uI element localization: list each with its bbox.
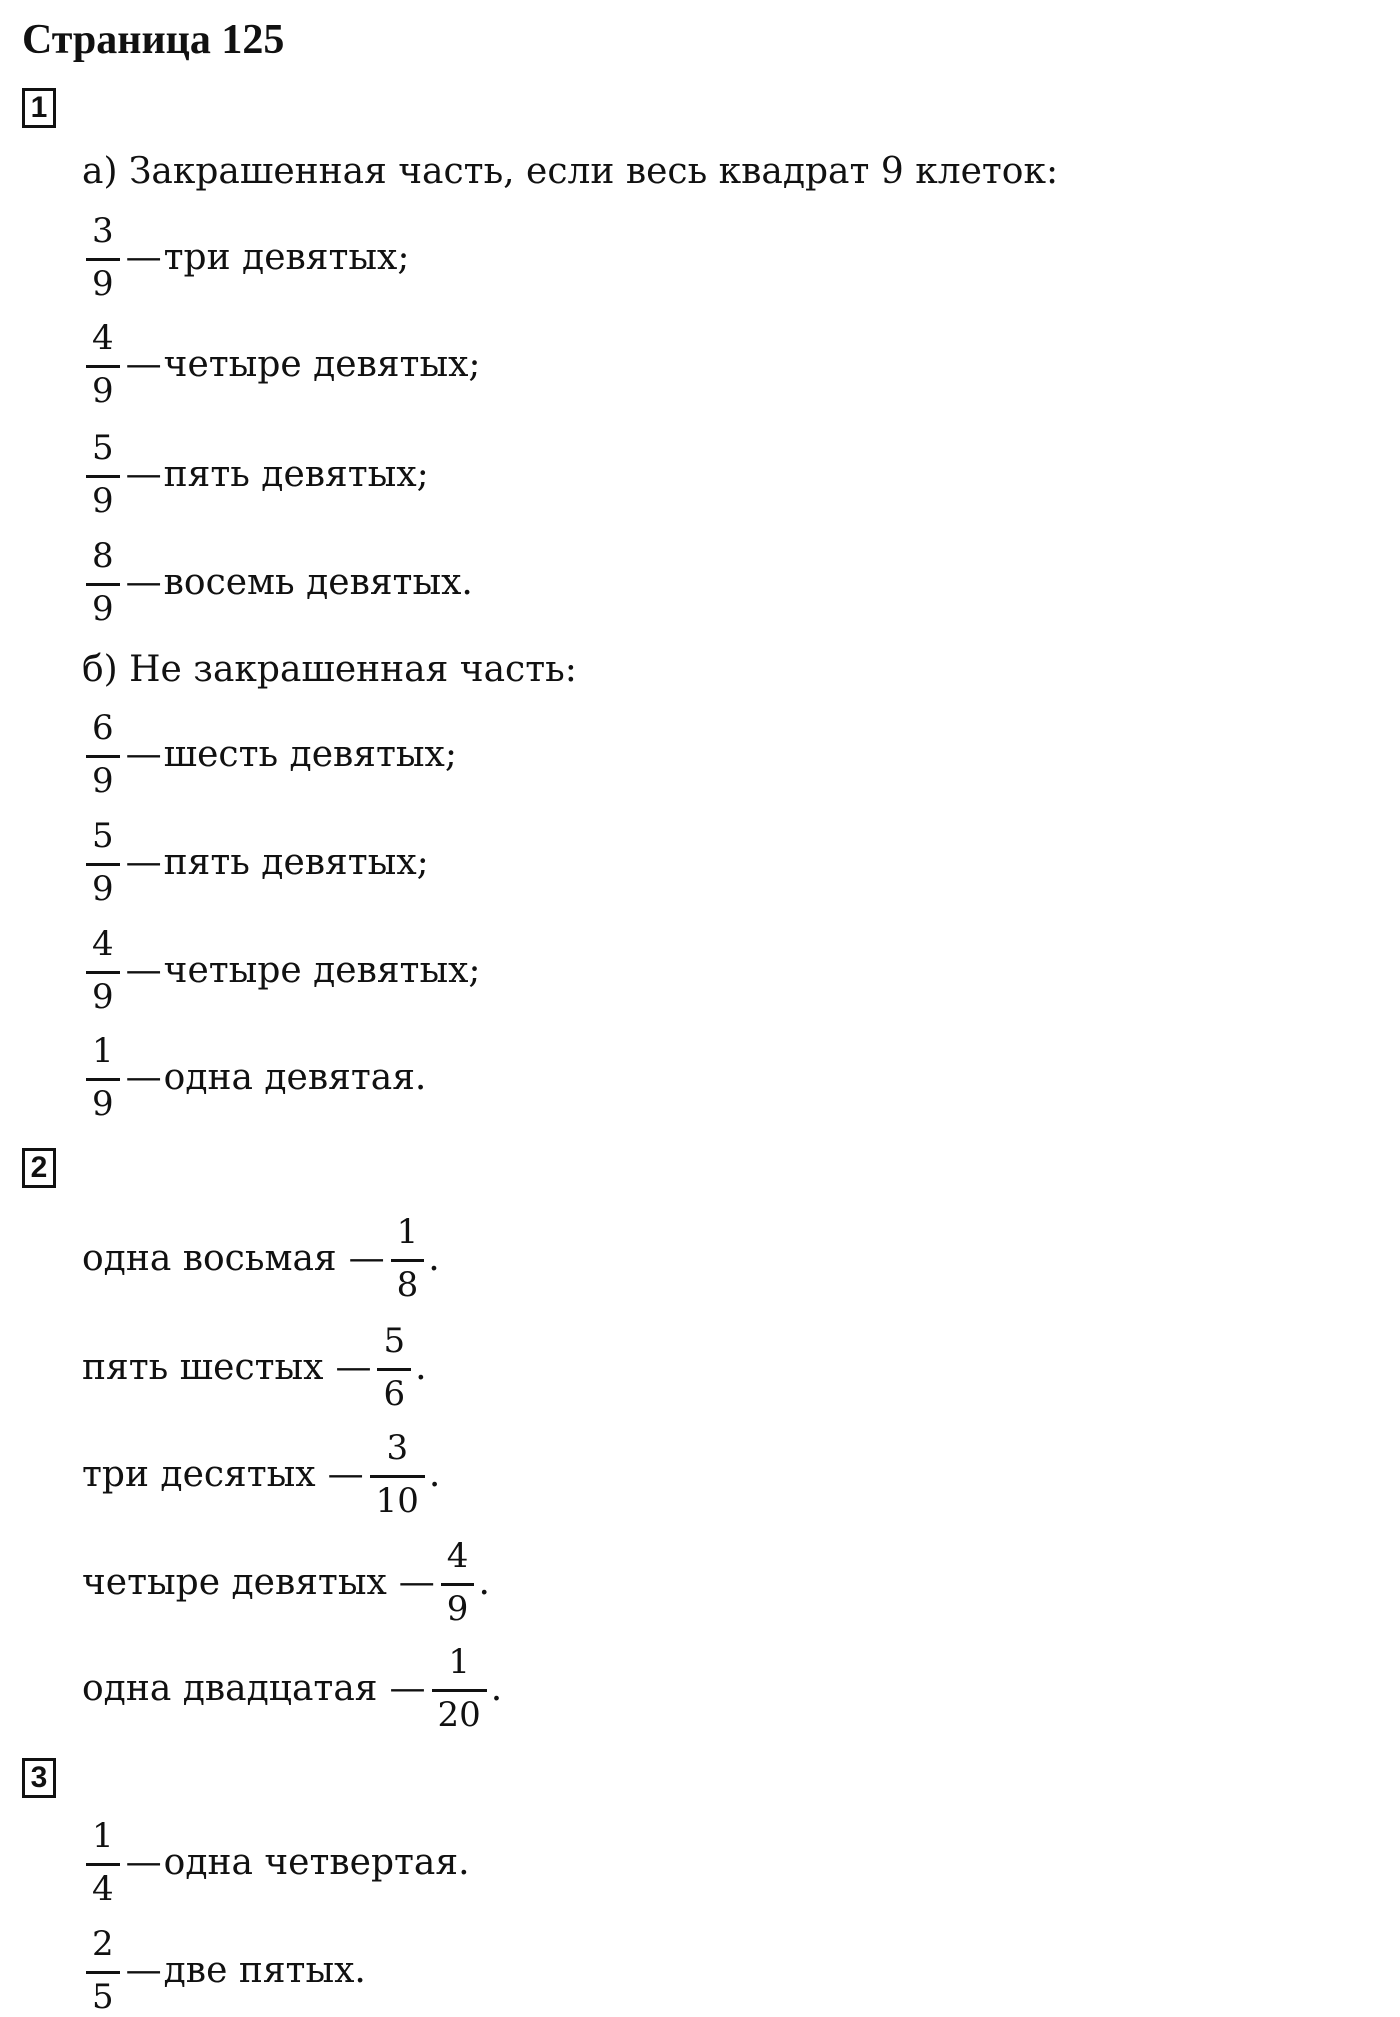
fraction [86,817,120,908]
numerator: 4 [446,1536,469,1576]
task-number-3: 3 [22,1758,56,1798]
numerator: 6 [92,708,114,748]
dash: — [125,237,162,278]
fraction-bar [86,365,120,368]
task1-a-header-text: а) Закрашенная часть, если весь квадрат 9 клеток: [82,151,1059,192]
denominator: 5 [92,1977,114,2017]
fraction [391,1213,425,1304]
denominator: 4 [92,1869,114,1909]
fraction [377,1322,411,1413]
task2-item [82,1643,502,1734]
denominator: 20 [437,1695,481,1735]
denominator: 9 [92,264,114,304]
item-text: восемь девятых. [163,561,473,603]
item-text: четыре девятых [82,1561,387,1603]
numerator: 1 [92,1816,114,1856]
dash: — [125,454,162,495]
item-text: пять девятых; [163,841,429,883]
task1-b-header [82,650,577,690]
item-text: одна двадцатая [82,1667,378,1709]
numerator: 5 [92,428,114,468]
fraction-bar [391,1259,425,1262]
fraction-bar [432,1689,487,1692]
numerator: 5 [92,816,114,856]
numerator: 4 [92,318,114,358]
item-text: одна четвертая. [163,1841,470,1883]
item-text: три девятых; [163,236,410,278]
dash: — [125,950,162,991]
dash: — [327,1454,364,1495]
period: . [428,1454,441,1495]
item-text: пять девятых; [163,453,429,495]
task2-item [82,1429,440,1520]
task-number-2: 2 [22,1148,56,1188]
page-title: Страница 125 [22,17,285,63]
fraction [441,1537,475,1628]
fraction-bar [86,863,120,866]
denominator: 9 [446,1589,469,1629]
task1-a-item [82,212,410,303]
dash: — [125,562,162,603]
fraction-bar [86,1971,120,1974]
fraction-bar [86,755,120,758]
denominator: 8 [396,1265,419,1305]
dash: — [125,1842,162,1883]
item-text: шесть девятых; [163,733,457,775]
fraction-bar [86,583,120,586]
task-number-1: 1 [22,88,56,128]
task1-b-header-text: б) Не закрашенная часть: [82,649,577,690]
item-text: одна девятая. [163,1056,427,1098]
denominator: 9 [92,761,114,801]
fraction-bar [86,971,120,974]
task1-a-item [82,319,481,410]
dash: — [125,734,162,775]
denominator: 9 [92,1084,114,1124]
denominator: 6 [383,1374,406,1414]
denominator: 9 [92,589,114,629]
fraction-bar [377,1368,411,1371]
task1-b-item [82,817,429,908]
dash: — [398,1562,435,1603]
fraction-bar [370,1475,425,1478]
fraction-bar [441,1583,475,1586]
fraction [86,537,120,628]
numerator: 1 [92,1031,114,1071]
fraction-bar [86,1863,120,1866]
period: . [415,1347,427,1388]
task1-b-item [82,1032,426,1123]
fraction-bar [86,258,120,261]
task1-a-header [82,152,1058,192]
dash: — [389,1668,426,1709]
dash: — [335,1347,372,1388]
numerator: 3 [386,1428,409,1468]
denominator: 9 [92,977,114,1017]
task1-a-item [82,429,429,520]
numerator: 1 [448,1642,470,1682]
dash: — [125,1950,162,1991]
denominator: 9 [92,481,114,521]
fraction [86,925,120,1016]
period: . [490,1668,503,1709]
fraction [86,1032,120,1123]
item-text: три десятых [82,1453,316,1495]
item-text: одна восьмая [82,1237,337,1279]
denominator: 9 [92,869,114,909]
numerator: 8 [92,536,114,576]
task3-item [82,1817,470,1908]
numerator: 5 [383,1321,406,1361]
item-text: пять шестых [82,1346,324,1388]
item-text: четыре девятых; [163,949,481,991]
period: . [428,1238,440,1279]
dash: — [125,1057,162,1098]
denominator: 10 [375,1481,419,1521]
numerator: 4 [92,924,114,964]
fraction [86,709,120,800]
task1-b-item [82,709,457,800]
item-text: две пятых. [163,1949,366,1991]
numerator: 3 [92,211,114,251]
item-text: четыре девятых; [163,343,481,385]
task2-item [82,1537,490,1628]
period: . [478,1562,490,1603]
fraction [86,1817,120,1908]
task2-item [82,1213,440,1304]
task1-b-item [82,925,481,1016]
fraction [86,212,120,303]
fraction [86,319,120,410]
numerator: 2 [92,1924,114,1964]
dash: — [125,842,162,883]
task2-item [82,1322,427,1413]
task3-item [82,1925,366,2016]
dash: — [348,1238,385,1279]
fraction [370,1429,425,1520]
fraction-bar [86,475,120,478]
fraction [432,1643,487,1734]
fraction [86,1925,120,2016]
fraction [86,429,120,520]
fraction-bar [86,1078,120,1081]
dash: — [125,344,162,385]
task1-a-item [82,537,473,628]
numerator: 1 [396,1212,419,1252]
denominator: 9 [92,371,114,411]
